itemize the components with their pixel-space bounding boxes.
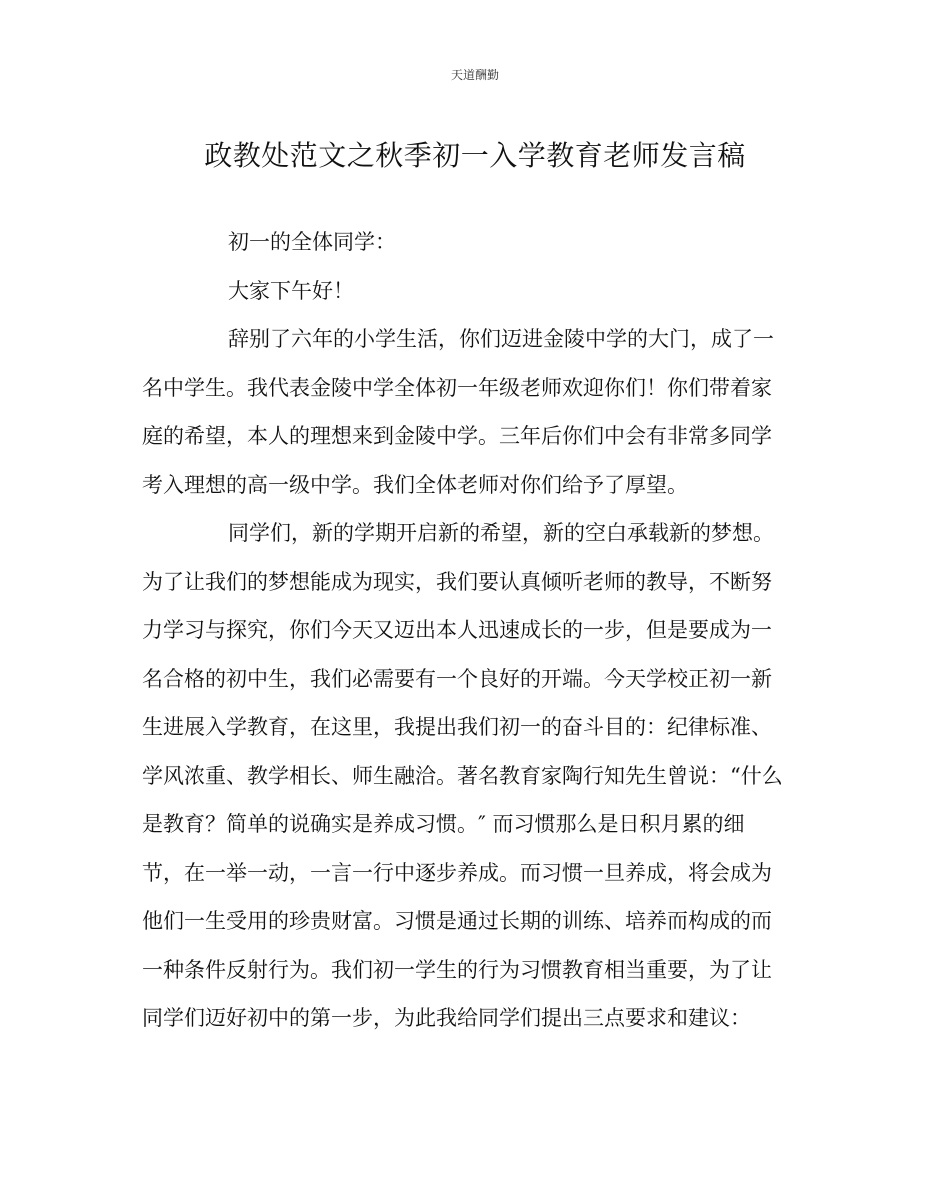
page-header: 天道酬勤 bbox=[450, 68, 499, 82]
salutation-line: 初一的全体同学： bbox=[228, 230, 396, 254]
body-line: 是教育？简单的说确实是养成习惯。″ 而习惯那么是日积月累的细 bbox=[142, 812, 745, 836]
body-line: 一种条件反射行为。我们初一学生的行为习惯教育相当重要，为了让 bbox=[142, 957, 772, 982]
body-line: 名中学生。我代表金陵中学全体初一年级老师欢迎你们！你们带着家 bbox=[142, 375, 772, 400]
greeting-line: 大家下午好！ bbox=[228, 278, 354, 303]
body-line: 他们一生受用的珍贵财富。习惯是通过长期的训练、培养而构成的而 bbox=[142, 909, 772, 933]
body-line: 庭的希望，本人的理想来到金陵中学。三年后你们中会有非常多同学 bbox=[142, 424, 772, 448]
body-line: 同学们，新的学期开启新的希望，新的空白承载新的梦想。 bbox=[228, 521, 774, 545]
body-line: 同学们迈好初中的第一步，为此我给同学们提出三点要求和建议： bbox=[142, 1006, 751, 1030]
document-body bbox=[142, 218, 808, 1043]
body-line: 辞别了六年的小学生活，你们迈进金陵中学的大门，成了一 bbox=[228, 327, 774, 351]
body-line: 生进展入学教育，在这里，我提出我们初一的奋斗目的：纪律标准、 bbox=[142, 715, 772, 739]
body-line: 名合格的初中生，我们必需要有一个良好的开端。今天学校正初一新 bbox=[142, 666, 772, 691]
body-line: 为了让我们的梦想能成为现实，我们要认真倾听老师的教导，不断努 bbox=[142, 569, 772, 594]
document-title: 政教处范文之秋季初一入学教育老师发言稿 bbox=[204, 139, 746, 172]
body-line: 力学习与探究，你们今天又迈出本人迅速成长的一步，但是要成为一 bbox=[142, 618, 772, 642]
body-line: 考入理想的高一级中学。我们全体老师对你们给予了厚望。 bbox=[142, 472, 688, 497]
body-line: 节，在一举一动，一言一行中逐步养成。而习惯一旦养成，将会成为 bbox=[142, 860, 772, 885]
body-line: 学风浓重、教学相长、师生融洽。著名教育家陶行知先生曾说：“什么 bbox=[142, 763, 783, 788]
